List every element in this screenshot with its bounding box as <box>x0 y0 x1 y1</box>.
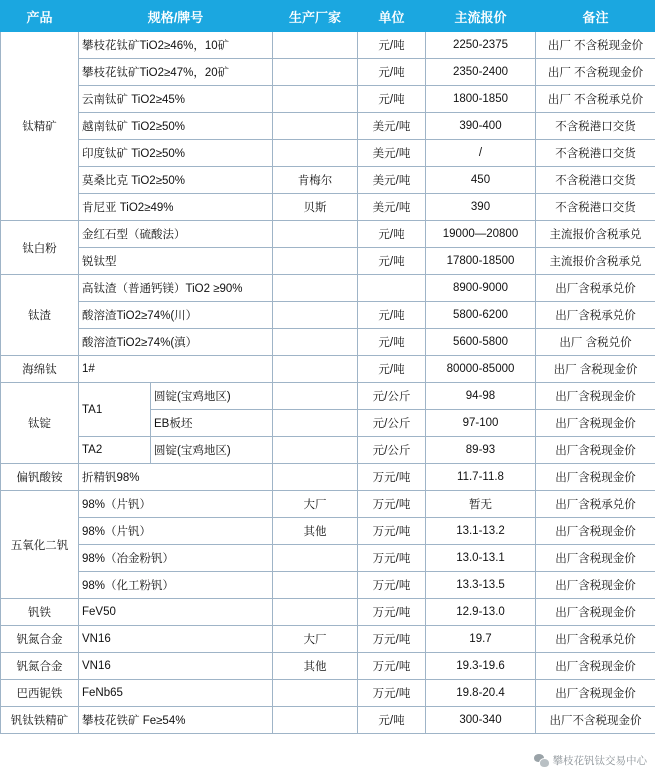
price-cell: 11.7-11.8 <box>426 464 536 491</box>
product-name-cell: 钒钛铁精矿 <box>1 707 79 734</box>
remark-cell: 出厂含税承兑价 <box>536 275 655 302</box>
remark-cell: 出厂含税承兑价 <box>536 302 655 329</box>
table-row <box>1 383 655 410</box>
table-row <box>1 329 655 356</box>
unit-cell: 美元/吨 <box>358 167 426 194</box>
unit-cell: 万元/吨 <box>358 545 426 572</box>
spec-cell: FeNb65 <box>79 680 273 707</box>
remark-cell: 不含税港口交货 <box>536 167 655 194</box>
product-name-cell: 钒氮合金 <box>1 653 79 680</box>
price-cell: 17800-18500 <box>426 248 536 275</box>
unit-cell: 万元/吨 <box>358 680 426 707</box>
spec-cell: TA1 <box>79 383 151 437</box>
factory-cell <box>273 599 358 626</box>
factory-cell <box>273 302 358 329</box>
price-cell: / <box>426 140 536 167</box>
factory-cell <box>273 275 358 302</box>
factory-cell: 其他 <box>273 653 358 680</box>
footer-area <box>0 734 655 774</box>
remark-cell: 不含税港口交货 <box>536 194 655 221</box>
factory-cell: 大厂 <box>273 626 358 653</box>
price-cell: 5800-6200 <box>426 302 536 329</box>
spec-cell: 98%（化工粉钒） <box>79 572 273 599</box>
spec-cell: VN16 <box>79 653 273 680</box>
spec-cell: VN16 <box>79 626 273 653</box>
product-name-cell: 五氧化二钒 <box>1 491 79 599</box>
table-row <box>1 626 655 653</box>
table-row <box>1 59 655 86</box>
price-cell: 12.9-13.0 <box>426 599 536 626</box>
price-cell: 2250-2375 <box>426 32 536 59</box>
unit-cell: 万元/吨 <box>358 626 426 653</box>
unit-cell: 元/吨 <box>358 221 426 248</box>
spec-cell: 折精钒98% <box>79 464 273 491</box>
factory-cell <box>273 572 358 599</box>
table-row <box>1 599 655 626</box>
spec-detail-cell: 圆锭(宝鸡地区) <box>151 383 273 410</box>
remark-cell: 出厂含税现金价 <box>536 518 655 545</box>
factory-cell <box>273 410 358 437</box>
unit-cell: 万元/吨 <box>358 653 426 680</box>
spec-cell: 酸溶渣TiO2≥74%(滇） <box>79 329 273 356</box>
header-factory: 生产厂家 <box>273 1 358 32</box>
table-row <box>1 356 655 383</box>
wechat-account-name: 攀枝花钒钛交易中心 <box>553 753 648 768</box>
remark-cell: 出厂 含税兑价 <box>536 329 655 356</box>
remark-cell: 出厂不含税现金价 <box>536 707 655 734</box>
price-cell: 89-93 <box>426 437 536 464</box>
unit-cell: 元/公斤 <box>358 410 426 437</box>
unit-cell: 元/吨 <box>358 248 426 275</box>
remark-cell: 出厂 不含税现金价 <box>536 32 655 59</box>
table-row <box>1 491 655 518</box>
table-row <box>1 86 655 113</box>
product-name-cell: 钛渣 <box>1 275 79 356</box>
spec-detail-cell: EB板坯 <box>151 410 273 437</box>
price-cell: 8900-9000 <box>426 275 536 302</box>
spec-cell: 98%（片钒） <box>79 518 273 545</box>
remark-cell: 出厂含税现金价 <box>536 599 655 626</box>
spec-cell: 98%（冶金粉钒） <box>79 545 273 572</box>
table-row <box>1 437 655 464</box>
price-cell: 19.7 <box>426 626 536 653</box>
remark-cell: 出厂含税现金价 <box>536 383 655 410</box>
unit-cell <box>358 275 426 302</box>
header-unit: 单位 <box>358 1 426 32</box>
product-name-cell: 巴西铌铁 <box>1 680 79 707</box>
header-price: 主流报价 <box>426 1 536 32</box>
price-cell: 19.3-19.6 <box>426 653 536 680</box>
factory-cell <box>273 356 358 383</box>
table-row <box>1 167 655 194</box>
table-row <box>1 302 655 329</box>
factory-cell <box>273 383 358 410</box>
price-cell: 97-100 <box>426 410 536 437</box>
factory-cell <box>273 437 358 464</box>
price-cell: 2350-2400 <box>426 59 536 86</box>
factory-cell <box>273 221 358 248</box>
unit-cell: 万元/吨 <box>358 599 426 626</box>
spec-cell: 越南钛矿 TiO2≥50% <box>79 113 273 140</box>
spec-cell: 98%（片钒） <box>79 491 273 518</box>
remark-cell: 出厂含税现金价 <box>536 680 655 707</box>
price-cell: 19.8-20.4 <box>426 680 536 707</box>
table-row <box>1 572 655 599</box>
factory-cell <box>273 140 358 167</box>
unit-cell: 美元/吨 <box>358 140 426 167</box>
spec-cell: 1# <box>79 356 273 383</box>
factory-cell <box>273 59 358 86</box>
factory-cell <box>273 707 358 734</box>
product-name-cell: 钒铁 <box>1 599 79 626</box>
factory-cell: 其他 <box>273 518 358 545</box>
table-row <box>1 653 655 680</box>
unit-cell: 元/吨 <box>358 707 426 734</box>
table-row <box>1 518 655 545</box>
spec-cell: 印度钛矿 TiO2≥50% <box>79 140 273 167</box>
remark-cell: 出厂 含税现金价 <box>536 356 655 383</box>
unit-cell: 元/吨 <box>358 329 426 356</box>
factory-cell <box>273 86 358 113</box>
product-name-cell: 钛白粉 <box>1 221 79 275</box>
price-cell: 13.1-13.2 <box>426 518 536 545</box>
factory-cell: 肯梅尔 <box>273 167 358 194</box>
spec-cell: 金红石型（硫酸法） <box>79 221 273 248</box>
remark-cell: 主流报价含税承兑 <box>536 248 655 275</box>
price-cell: 13.0-13.1 <box>426 545 536 572</box>
spec-cell: 锐钛型 <box>79 248 273 275</box>
spec-cell: 肯尼亚 TiO2≥49% <box>79 194 273 221</box>
wechat-icon <box>534 754 549 767</box>
table-row <box>1 194 655 221</box>
price-cell: 390 <box>426 194 536 221</box>
price-cell: 300-340 <box>426 707 536 734</box>
remark-cell: 出厂含税承兑价 <box>536 626 655 653</box>
spec-cell: 高钛渣（普通钙镁）TiO2 ≥90% <box>79 275 273 302</box>
price-cell: 94-98 <box>426 383 536 410</box>
wechat-account-tag <box>534 753 648 768</box>
remark-cell: 出厂含税现金价 <box>536 572 655 599</box>
product-name-cell: 海绵钛 <box>1 356 79 383</box>
unit-cell: 元/吨 <box>358 356 426 383</box>
spec-cell: FeV50 <box>79 599 273 626</box>
spec-cell: 攀枝花钛矿TiO2≥46%，10矿 <box>79 32 273 59</box>
price-cell: 80000-85000 <box>426 356 536 383</box>
remark-cell: 出厂 不含税现金价 <box>536 59 655 86</box>
factory-cell <box>273 680 358 707</box>
table-row <box>1 221 655 248</box>
remark-cell: 不含税港口交货 <box>536 113 655 140</box>
remark-cell: 不含税港口交货 <box>536 140 655 167</box>
header-spec: 规格/牌号 <box>79 1 273 32</box>
remark-cell: 出厂含税承兑价 <box>536 491 655 518</box>
table-row <box>1 140 655 167</box>
factory-cell <box>273 464 358 491</box>
unit-cell: 万元/吨 <box>358 572 426 599</box>
spec-detail-cell: 圆锭(宝鸡地区) <box>151 437 273 464</box>
table-row <box>1 707 655 734</box>
spec-cell: 攀枝花钛矿TiO2≥47%，20矿 <box>79 59 273 86</box>
unit-cell: 美元/吨 <box>358 194 426 221</box>
unit-cell: 元/吨 <box>358 302 426 329</box>
unit-cell: 美元/吨 <box>358 113 426 140</box>
unit-cell: 元/吨 <box>358 86 426 113</box>
table-header <box>1 1 655 32</box>
unit-cell: 元/吨 <box>358 32 426 59</box>
table-row <box>1 275 655 302</box>
table-row <box>1 248 655 275</box>
header-row <box>1 1 655 32</box>
table-row <box>1 680 655 707</box>
factory-cell <box>273 329 358 356</box>
table-row <box>1 545 655 572</box>
table-body <box>1 32 655 734</box>
spec-cell: TA2 <box>79 437 151 464</box>
remark-cell: 出厂含税现金价 <box>536 464 655 491</box>
table-row <box>1 464 655 491</box>
remark-cell: 出厂 不含税承兑价 <box>536 86 655 113</box>
unit-cell: 万元/吨 <box>358 518 426 545</box>
unit-cell: 万元/吨 <box>358 464 426 491</box>
spec-cell: 酸溶渣TiO2≥74%(川） <box>79 302 273 329</box>
unit-cell: 元/公斤 <box>358 383 426 410</box>
product-name-cell: 钛精矿 <box>1 32 79 221</box>
remark-cell: 主流报价含税承兑 <box>536 221 655 248</box>
product-name-cell: 钒氮合金 <box>1 626 79 653</box>
factory-cell <box>273 113 358 140</box>
header-remark: 备注 <box>536 1 655 32</box>
price-cell: 19000—20800 <box>426 221 536 248</box>
price-cell: 450 <box>426 167 536 194</box>
product-name-cell: 钛锭 <box>1 383 79 464</box>
price-cell: 暂无 <box>426 491 536 518</box>
factory-cell <box>273 248 358 275</box>
unit-cell: 万元/吨 <box>358 491 426 518</box>
factory-cell <box>273 545 358 572</box>
remark-cell: 出厂含税现金价 <box>536 653 655 680</box>
unit-cell: 元/吨 <box>358 59 426 86</box>
table-row <box>1 32 655 59</box>
remark-cell: 出厂含税现金价 <box>536 545 655 572</box>
factory-cell: 贝斯 <box>273 194 358 221</box>
factory-cell <box>273 32 358 59</box>
price-cell: 390-400 <box>426 113 536 140</box>
table-row <box>1 113 655 140</box>
spec-cell: 云南钛矿 TiO2≥45% <box>79 86 273 113</box>
remark-cell: 出厂含税现金价 <box>536 410 655 437</box>
header-product: 产品 <box>1 1 79 32</box>
price-cell: 13.3-13.5 <box>426 572 536 599</box>
price-cell: 1800-1850 <box>426 86 536 113</box>
remark-cell: 出厂含税现金价 <box>536 437 655 464</box>
unit-cell: 元/公斤 <box>358 437 426 464</box>
factory-cell: 大厂 <box>273 491 358 518</box>
spec-cell: 攀枝花铁矿 Fe≥54% <box>79 707 273 734</box>
spec-cell: 莫桑比克 TiO2≥50% <box>79 167 273 194</box>
price-cell: 5600-5800 <box>426 329 536 356</box>
product-name-cell: 偏钒酸铵 <box>1 464 79 491</box>
